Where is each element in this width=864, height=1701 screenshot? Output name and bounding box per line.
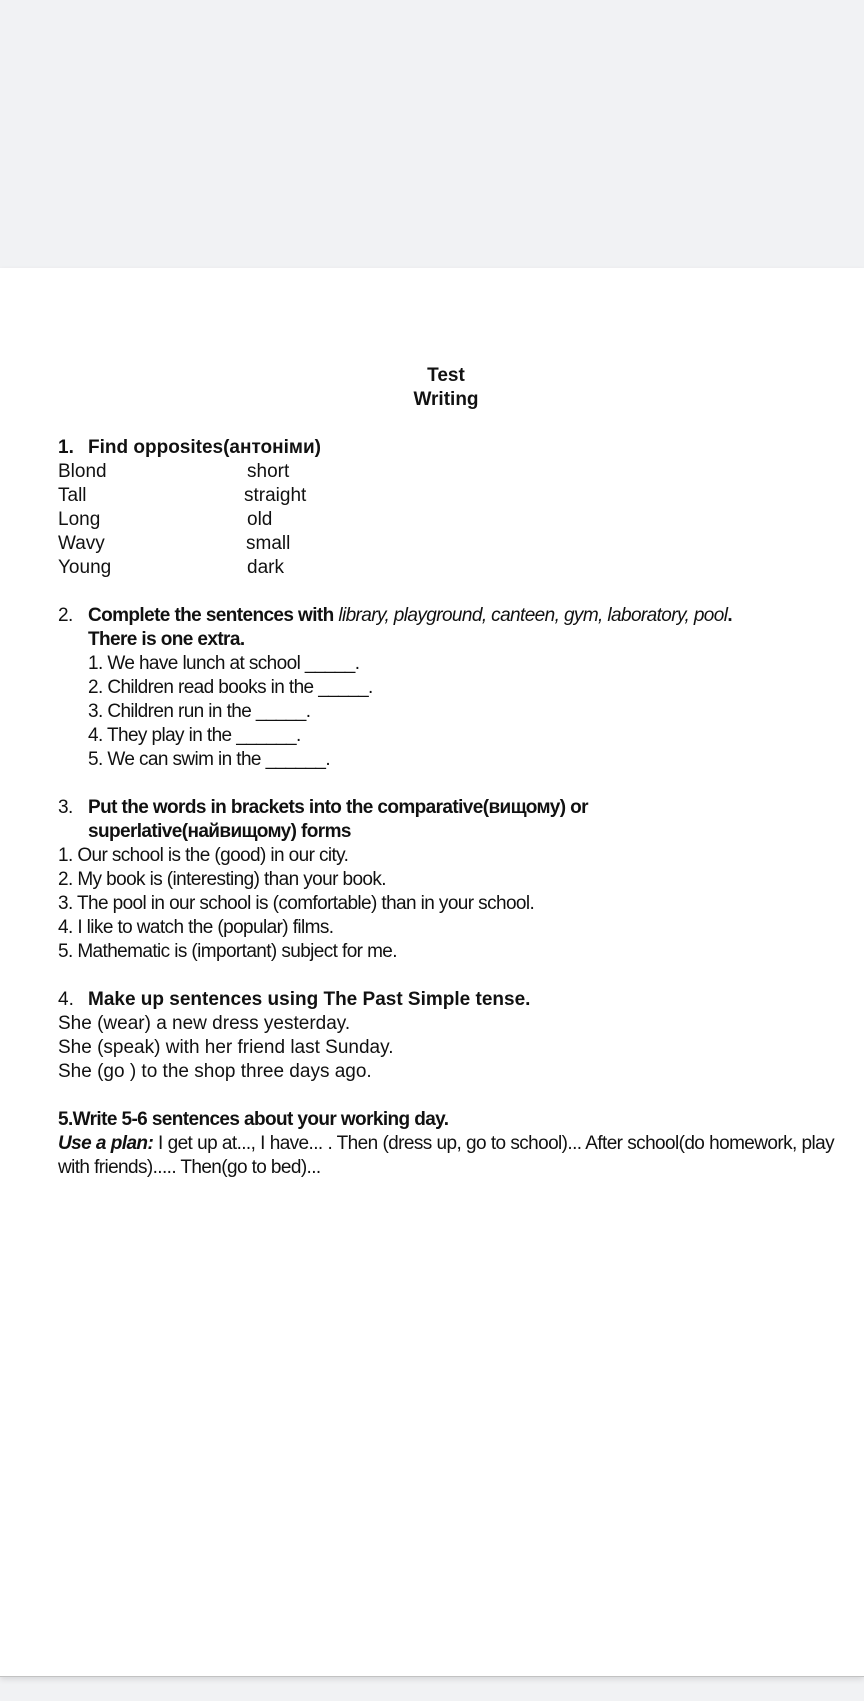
section-2 (58, 604, 834, 772)
opposite-left: Tall (58, 485, 87, 506)
opposites-row (58, 484, 834, 508)
opposite-right: straight (244, 485, 307, 506)
section-3-item: 5. Mathematic is (important) subject for me. (58, 941, 397, 962)
section-2-heading-line2: There is one extra. (88, 629, 245, 650)
section-3-title-line2: superlative(найвищому) forms (88, 821, 351, 842)
opposite-right: short (247, 461, 290, 482)
section-3-item: 1. Our school is the (good) in our city. (58, 845, 349, 866)
section-5-heading: 5.Write 5-6 sentences about your working day. (58, 1109, 449, 1130)
section-3-item: 4. I like to watch the (popular) films. (58, 917, 334, 938)
section-2-item: 1. We have lunch at school _____. (88, 653, 360, 674)
plan-label: Use a plan: (58, 1133, 154, 1154)
section-4-item: She (wear) a new dress yesterday. (58, 1013, 351, 1034)
section-2-word-list: library, playground, canteen, gym, laboratory, pool (338, 605, 728, 626)
section-5 (58, 1108, 834, 1180)
document-subtitle: Writing (413, 389, 479, 410)
document-body (58, 364, 834, 1180)
section-3-item: 3. The pool in our school is (comfortable) than in your school. (58, 893, 535, 914)
section-2-item: 3. Children run in the _____. (88, 701, 311, 722)
opposite-right: small (246, 533, 291, 554)
opposites-row (58, 460, 834, 484)
section-4-title: Make up sentences using The Past Simple tense. (88, 989, 531, 1010)
document-title: Test (427, 365, 465, 386)
section-1-heading (58, 436, 834, 460)
plan-text: I get up at..., I have... . Then (dress up, go to school)... After school(do homework, play with friends)..... Then(go to bed)... (58, 1133, 834, 1178)
opposite-left: Long (58, 509, 101, 530)
section-2-number: 2. (58, 605, 73, 626)
opposite-right: dark (247, 557, 284, 578)
section-3-heading (58, 796, 834, 820)
section-3 (58, 796, 834, 964)
section-4 (58, 988, 834, 1084)
section-1 (58, 436, 834, 580)
section-3-title-line1: Put the words in brackets into the comparative(вищому) or (88, 797, 588, 818)
section-2-title-suffix: . (727, 605, 733, 626)
section-2-item: 4. They play in the ______. (88, 725, 301, 746)
section-2-item: 2. Children read books in the _____. (88, 677, 373, 698)
section-2-heading (58, 604, 834, 628)
section-5-plan (58, 1132, 834, 1180)
section-2-title-prefix: Complete the sentences with (88, 605, 339, 626)
section-4-item: She (go ) to the shop three days ago. (58, 1061, 372, 1082)
opposite-left: Young (58, 557, 112, 578)
section-2-item: 5. We can swim in the ______. (88, 749, 331, 770)
opposites-row (58, 532, 834, 556)
section-4-item: She (speak) with her friend last Sunday. (58, 1037, 394, 1058)
opposite-right: old (247, 509, 273, 530)
section-1-title: Find opposites(антоніми) (88, 437, 321, 458)
opposites-row (58, 556, 834, 580)
section-3-item: 2. My book is (interesting) than your book. (58, 869, 386, 890)
title-block (58, 364, 834, 412)
section-4-number: 4. (58, 989, 74, 1010)
opposites-row (58, 508, 834, 532)
section-1-number: 1. (58, 437, 74, 458)
section-4-heading (58, 988, 834, 1012)
opposite-left: Wavy (58, 533, 105, 554)
section-3-number: 3. (58, 797, 73, 818)
opposite-left: Blond (58, 461, 107, 482)
